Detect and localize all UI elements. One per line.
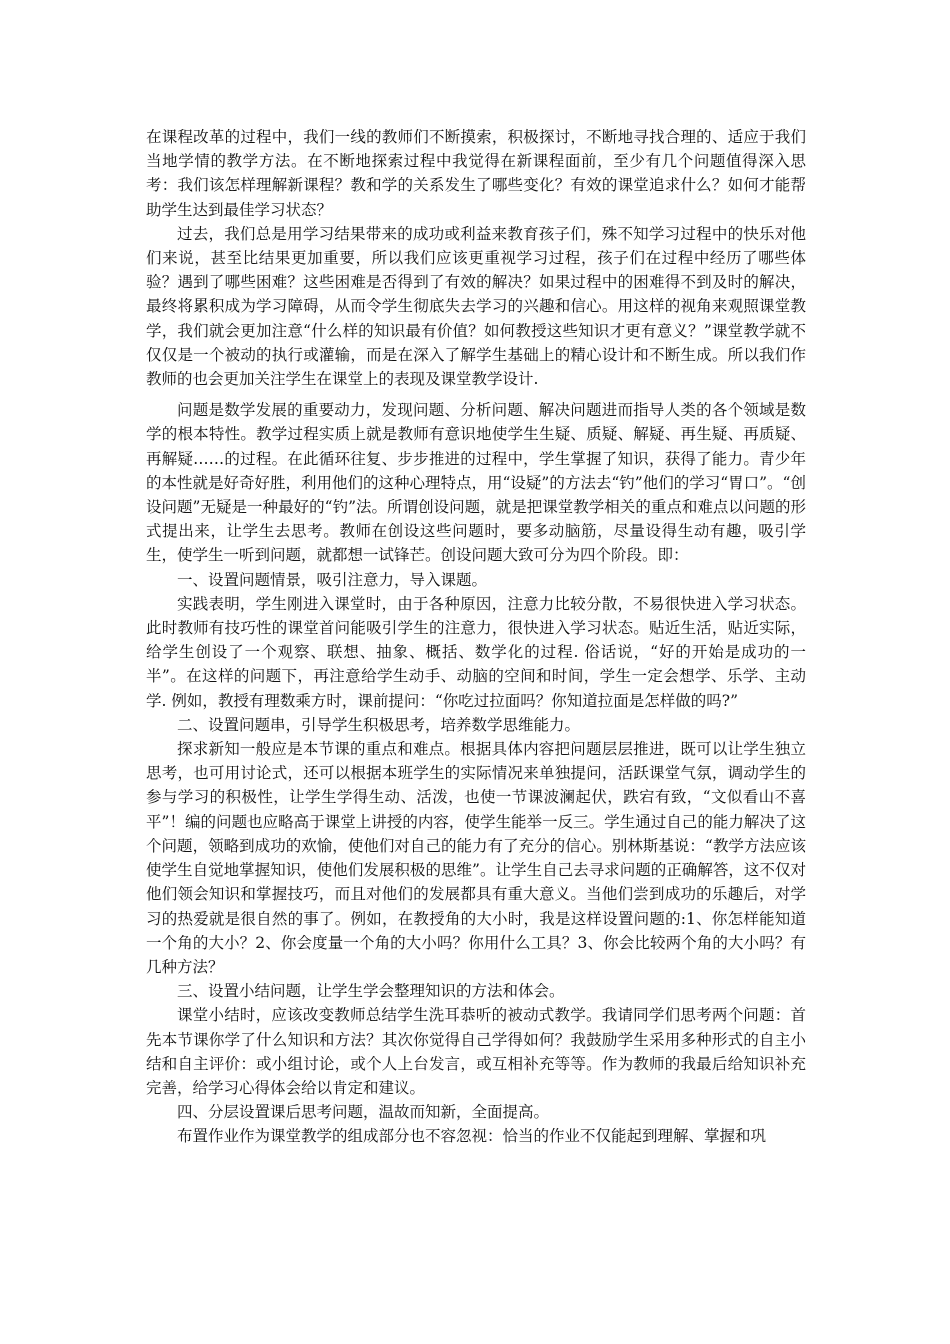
- document-page: [146, 125, 806, 1149]
- paragraph-section-4: 布置作业作为课堂教学的组成部分也不容忽视：恰当的作业不仅能起到理解、掌握和巩: [177, 1127, 767, 1146]
- paragraph-problem-driving: 问题是数学发展的重要动力，发现问题、分析问题、解决问题进而指导人类的各个领域是数学的根本特性。教学过程实质上就是教师有意识地使学生生疑、质疑、解疑、再生疑、再质疑、再解疑……的过程。在此循环往复、步步推进的过程中，学生掌握了知识，获得了能力。青少年的本性就是好奇好胜，利用他们的这种心理特点，用“设疑”的方法去“钓”他们的学习“胃口”。“创设问题”无疑是一种最好的“钓”法。所谓创设问题，就是把课堂教学相关的重点和难点以问题的形式提出来，让学生去思考。教师在创设这些问题时，要多动脑筋，尽量设得生动有趣，吸引学生，使学生一听到问题，就都想一试锋芒。创设问题大致可分为四个阶段。即：: [146, 401, 806, 565]
- section-heading-2: 二、设置问题串，引导学生积极思考，培养数学思维能力。: [177, 715, 581, 734]
- paragraph-section-1: 实践表明，学生刚进入课堂时，由于各种原因，注意力比较分散，不易很快进入学习状态。此时教师有技巧性的课堂首问能吸引学生的注意力，很快进入学习状态。贴近生活，贴近实际，给学生创设了一个观察、联想、抽象、概括、数学化的过程. 俗话说，“好的开始是成功的一半”。在这样的问题下，再注意给学生动手、动脑的空间和时间，学生一定会想学、乐学、主动学. 例如，教授有理数乘方时，课前提问：“你吃过拉面吗？你知道拉面是怎样做的吗?”: [146, 594, 806, 710]
- section-heading-3: 三、设置小结问题，让学生学会整理知识的方法和体会。: [177, 982, 565, 1001]
- paragraph-section-3: 课堂小结时，应该改变教师总结学生洗耳恭听的被动式教学。我请同学们思考两个问题：首先本节课你学了什么知识和方法？其次你觉得自己学得如何？我鼓励学生采用多种形式的自主小结和自主评价：或小组讨论，或个人上台发言，或互相补充等等。作为教师的我最后给知识补充完善，给学习心得体会给以肯定和建议。: [146, 1006, 806, 1097]
- paragraph-section-2: 探求新知一般应是本节课的重点和难点。根据具体内容把问题层层推进，既可以让学生独立思考，也可用讨论式，还可以根据本班学生的实际情况来单独提问，活跃课堂气氛，调动学生的参与学习的积极性，让学生学得生动、活泼，也使一节课波澜起伏，跌宕有致，“文似看山不喜平”！编的问题也应略高于课堂上讲授的内容，使学生能举一反三。学生通过自己的能力解决了这个问题，领略到成功的欢愉，使他们对自己的能力有了充分的信心。别林斯基说：“教学方法应该使学生自觉地掌握知识，使他们发展积极的思维”。让学生自己去寻求问题的正确解答，这不仅对他们领会知识和掌握技巧，而且对他们的发展都具有重大意义。当他们尝到成功的乐趣后，对学习的热爱就是很自然的事了。例如，在教授角的大小时，我是这样设置问题的:1、你怎样能知道一个角的大小？2、你会度量一个角的大小吗？你用什么工具？3、你会比较两个角的大小吗？有几种方法？: [146, 740, 806, 976]
- paragraph-intro: 在课程改革的过程中，我们一线的教师们不断摸索，积极探讨，不断地寻找合理的、适应于我们当地学情的教学方法。在不断地探索过程中我觉得在新课程面前，至少有几个问题值得深入思考：我们该怎样理解新课程？教和学的关系发生了哪些变化？有效的课堂追求什么？如何才能帮助学生达到最佳学习状态？: [146, 128, 806, 219]
- paragraph-past: 过去，我们总是用学习结果带来的成功或利益来教育孩子们，殊不知学习过程中的快乐对他们来说，甚至比结果更加重要，所以我们应该更重视学习过程，孩子们在过程中经历了哪些体验？遇到了哪些困难？这些困难是否得到了有效的解决？如果过程中的困难得不到及时的解决，最终将累积成为学习障碍，从而令学生彻底失去学习的兴趣和信心。用这样的视角来观照课堂教学，我们就会更加注意“什么样的知识最有价值？如何教授这些知识才更有意义？”课堂教学就不仅仅是一个被动的执行或灌输，而是在深入了解学生基础上的精心设计和不断生成。所以我们作教师的也会更加关注学生在课堂上的表现及课堂教学设计.: [146, 224, 806, 389]
- section-heading-1: 一、设置问题情景，吸引注意力，导入课题。: [177, 570, 488, 589]
- section-heading-4: 四、分层设置课后思考问题，温故而知新，全面提高。: [177, 1103, 550, 1122]
